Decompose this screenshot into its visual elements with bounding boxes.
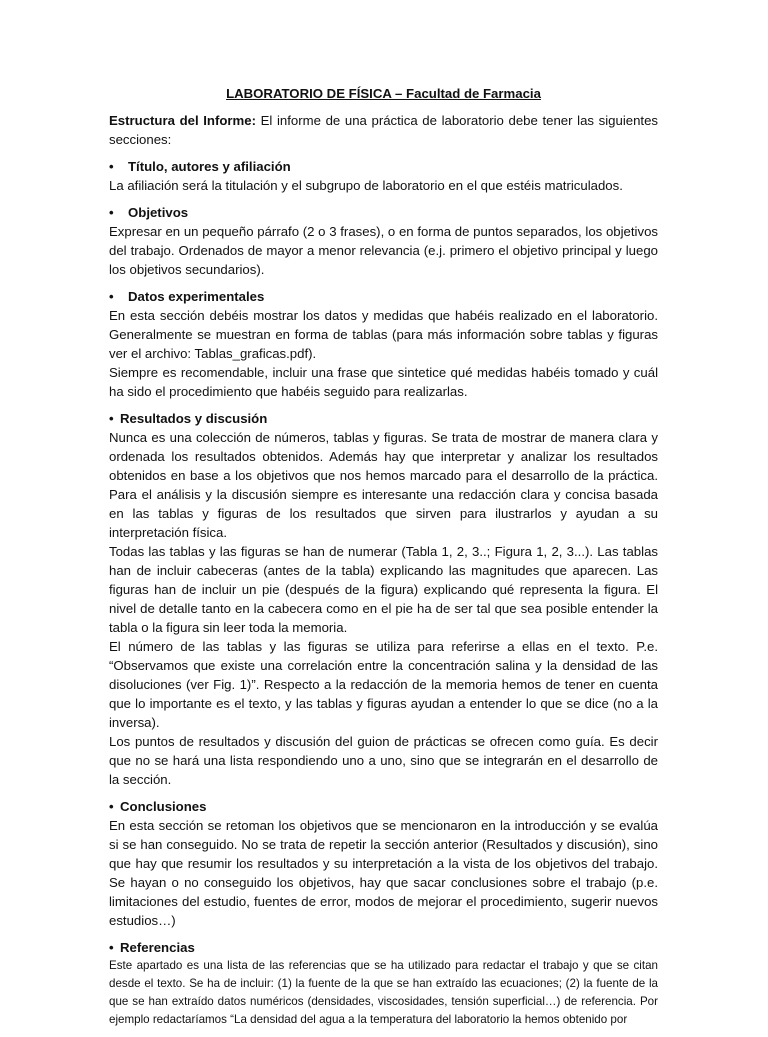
section-heading-text: Datos experimentales	[128, 289, 265, 304]
section-datos-experimentales	[109, 287, 658, 401]
section-heading	[109, 938, 658, 957]
section-paragraph: Nunca es una colección de números, tablas y figuras. Se trata de mostrar de manera clara y ordenada los resultados obtenidos. Además hay que interpretar y analizar los resultados obtenidos en base a los objetivos que nos hemos marcado para el desarrollo de la práctica. Para el análisis y la discusión siempre es interesante una redacción clara y concisa basada en las tablas y figuras de los resultados que sirven para ilustrarlos y ayudan a su interpretación física.	[109, 430, 658, 540]
document-title: LABORATORIO DE FÍSICA – Facultad de Farmacia	[226, 86, 541, 101]
section-conclusiones	[109, 797, 658, 930]
section-heading-text: Objetivos	[128, 205, 189, 220]
bullet-icon: •	[109, 411, 114, 426]
section-paragraph: Este apartado es una lista de las referencias que se ha utilizado para redactar el trabajo y que se citan desde el texto. Se ha de incluir: (1) la fuente de la que se han extraído las ecuaciones; (2) la fuente de la que se han extraído datos numéricos (densidades, viscosidades, tensión superficial…) de referencia. Por ejemplo redactaríamos “La densidad del agua a la temperatura del laboratorio la hemos obtenido por	[109, 959, 658, 1026]
section-paragraph: Expresar en un pequeño párrafo (2 o 3 frases), o en forma de puntos separados, los objetivos del trabajo. Ordenados de mayor a menor relevancia (e.j. primero el objetivo principal y luego los objetivos secundarios).	[109, 224, 658, 277]
bullet-icon: •	[109, 799, 114, 814]
section-paragraph: Todas las tablas y las figuras se han de numerar (Tabla 1, 2, 3..; Figura 1, 2, 3...). Las tablas han de incluir cabeceras (antes de la tabla) explicando las magnitudes que aparecen. Las figuras han de incluir un pie (después de la figura) explicando qué representa la figura. El nivel de detalle tanto en la cabecera como en el pie ha de ser tal que sea posible entender la tabla o la figura sin leer toda la memoria.	[109, 544, 658, 635]
intro-label: Estructura del Informe:	[109, 113, 257, 128]
section-paragraph: En esta sección debéis mostrar los datos y medidas que habéis realizado en el laboratorio. Generalmente se muestran en forma de tablas (para más información sobre tablas y figuras ver el archivo: Tablas_graficas.pdf).	[109, 308, 658, 361]
section-paragraph: Siempre es recomendable, incluir una frase que sintetice qué medidas habéis tomado y cuál ha sido el procedimiento que habéis seguido para realizarlas.	[109, 365, 658, 399]
section-heading-text: Resultados y discusión	[120, 411, 268, 426]
section-heading	[109, 409, 658, 428]
intro-text: El informe de una práctica de laboratorio debe tener las siguientes secciones:	[109, 113, 659, 147]
bullet-icon: •	[109, 940, 114, 955]
section-resultados	[109, 409, 658, 789]
bullet-icon: •	[109, 205, 114, 220]
section-heading	[109, 203, 658, 222]
bullet-icon: •	[109, 159, 114, 174]
section-heading-text: Referencias	[120, 940, 195, 955]
section-paragraph: En esta sección se retoman los objetivos que se mencionaron en la introducción y se evalúa si se han conseguido. No se trata de repetir la sección anterior (Resultados y discusión), sino que hay que resumir los resultados y su interpretación a la vista de los objetivos del trabajo. Se hayan o no conseguido los objetivos, hay que sacar conclusiones sobre el trabajo (p.e. limitaciones del estudio, fuentes de error, modos de mejorar el procedimiento, sugerir nuevos estudios…)	[109, 818, 658, 928]
intro-paragraph	[109, 111, 658, 149]
section-paragraph: La afiliación será la titulación y el subgrupo de laboratorio en el que estéis matriculados.	[109, 178, 623, 193]
section-titulo	[109, 157, 658, 195]
section-paragraph: El número de las tablas y las figuras se utiliza para referirse a ellas en el texto. P.e. “Observamos que existe una correlación entre la concentración salina y la densidad de las disoluciones (ver Fig. 1)”. Respecto a la redacción de la memoria hemos de tener en cuenta que lo importante es el texto, y las tablas y figuras ayudan a entender lo que se dice (no a la inversa).	[109, 639, 658, 730]
bullet-icon: •	[109, 289, 114, 304]
section-referencias	[109, 938, 658, 1029]
section-paragraph: Los puntos de resultados y discusión del guion de prácticas se ofrecen como guía. Es decir que no se hará una lista respondiendo uno a uno, sino que se integrarán en el desarrollo de la sección.	[109, 734, 658, 787]
section-heading	[109, 797, 658, 816]
section-heading-text: Título, autores y afiliación	[128, 159, 291, 174]
section-heading-text: Conclusiones	[120, 799, 207, 814]
section-heading	[109, 287, 658, 306]
section-heading	[109, 157, 658, 176]
document-page	[109, 84, 658, 1037]
section-objetivos	[109, 203, 658, 279]
